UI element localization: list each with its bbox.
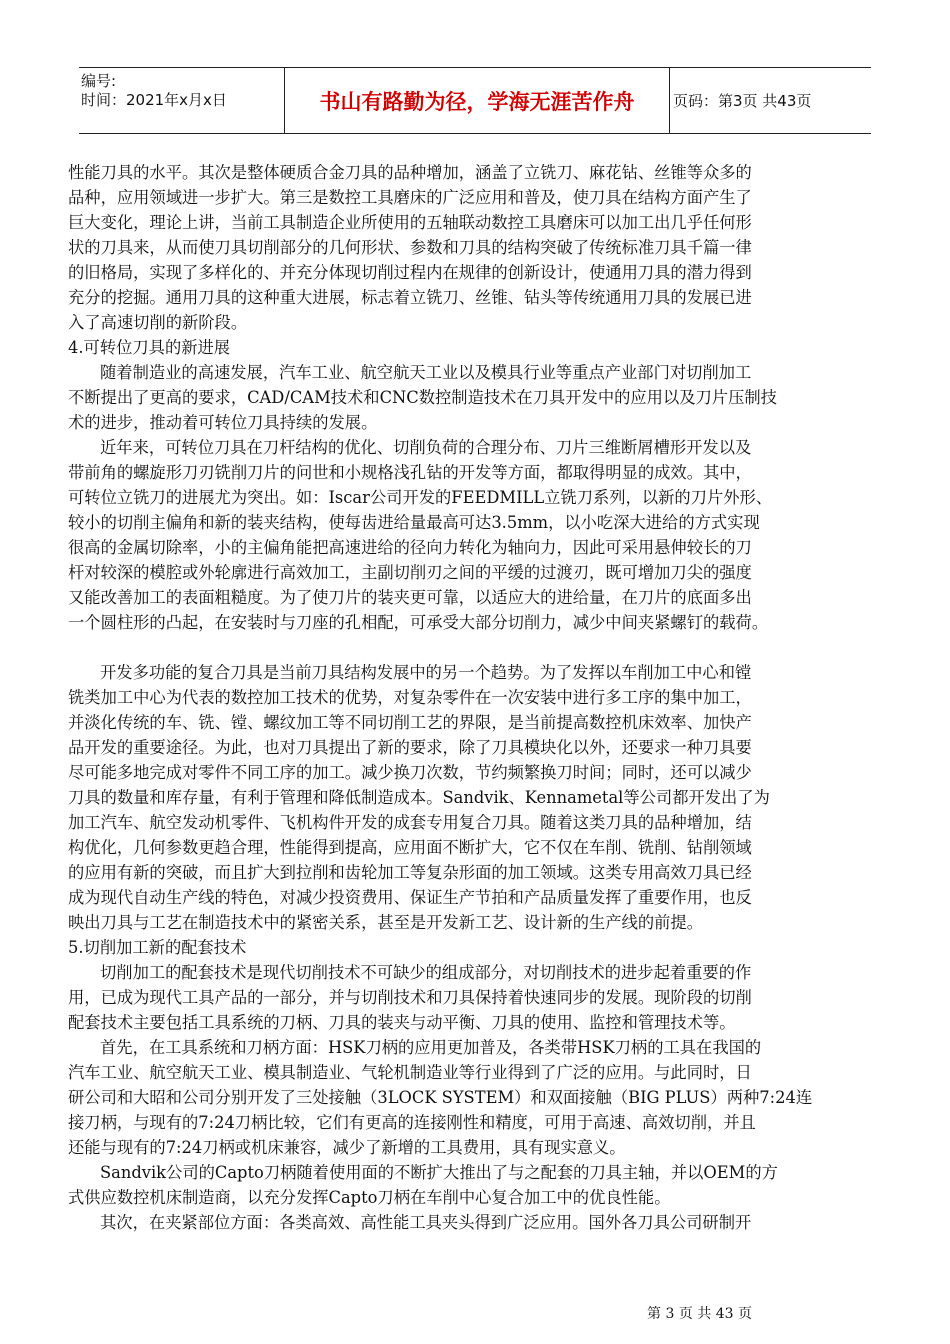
body-line: 可转位立铣刀的进展尤为突出。如：Iscar公司开发的FEEDMILL立铣刀系列，以新的刀片外形、	[68, 488, 773, 507]
body-line: 用，已成为现代工具产品的一部分，并与切削技术和刀具保持着快速同步的发展。现阶段的切削	[68, 988, 752, 1007]
body-line: 开发多功能的复合刀具是当前刀具结构发展中的另一个趋势。为了发挥以车削加工中心和镗	[100, 663, 752, 682]
body-line: 构优化，几何参数更趋合理，性能得到提高，应用面不断扩大，它不仅在车削、铣削、钻削领域	[68, 838, 752, 857]
doc-number-label: 编号:	[81, 72, 117, 90]
body-line: 首先，在工具系统和刀柄方面：HSK刀柄的应用更加普及，各类带HSK刀柄的工具在我国的	[100, 1038, 762, 1057]
body-line: 铣类加工中心为代表的数控加工技术的优势，对复杂零件在一次安装中进行多工序的集中加工，	[68, 688, 752, 707]
document-body	[68, 160, 884, 1235]
doc-time-label: 时间：2021年x月x日	[81, 91, 227, 109]
body-line: 不断提出了更高的要求，CAD/CAM技术和CNC数控制造技术在刀具开发中的应用以及刀片压制技	[68, 388, 777, 407]
body-line: 杆对较深的模腔或外轮廓进行高效加工，主副切削刃之间的平缓的过渡刃，既可增加刀尖的强度	[68, 563, 752, 582]
body-line: 随着制造业的高速发展，汽车工业、航空航天工业以及模具行业等重点产业部门对切削加工	[100, 363, 752, 382]
body-line: 又能改善加工的表面粗糙度。为了使刀片的装夹更可靠，以适应大的进给量，在刀片的底面多出	[68, 588, 752, 607]
body-line: 式供应数控机床制造商，以充分发挥Capto刀柄在车削中心复合加工中的优良性能。	[68, 1188, 671, 1207]
body-line: 汽车工业、航空航天工业、模具制造业、气轮机制造业等行业得到了广泛的应用。与此同时，日	[68, 1063, 752, 1082]
body-line: 刀具的数量和库存量，有利于管理和降低制造成本。Sandvik、Kennametal等公司都开发出了为	[68, 788, 770, 807]
header-meta	[79, 68, 285, 133]
body-line: 尽可能多地完成对零件不同工序的加工。减少换刀次数，节约频繁换刀时间；同时，还可以减少	[68, 763, 752, 782]
body-line: 的旧格局，实现了多样化的、并充分体现切削过程内在规律的创新设计，使通用刀具的潜力得到	[68, 263, 752, 282]
header-motto: 书山有路勤为径，学海无涯苦作舟	[285, 68, 670, 133]
body-line: 品开发的重要途径。为此，也对刀具提出了新的要求，除了刀具模块化以外，还要求一种刀具要	[68, 738, 752, 757]
body-line: 加工汽车、航空发动机零件、飞机构件开发的成套专用复合刀具。随着这类刀具的品种增加，结	[68, 813, 752, 832]
body-line: 接刀柄，与现有的7:24刀柄比较，它们有更高的连接刚性和精度，可用于高速、高效切削，并且	[68, 1113, 756, 1132]
body-line: 成为现代自动生产线的特色，对减少投资费用、保证生产节拍和产品质量发挥了重要作用，也反	[68, 888, 752, 907]
body-line: 很高的金属切除率，小的主偏角能把高速进给的径向力转化为轴向力，因此可采用悬伸较长的刀	[68, 538, 752, 557]
body-line: 充分的挖掘。通用刀具的这种重大进展，标志着立铣刀、丝锥、钻头等传统通用刀具的发展已进	[68, 288, 752, 307]
blank-line	[68, 635, 884, 660]
body-line: 的应用有新的突破，而且扩大到拉削和齿轮加工等复杂形面的加工领域。这类专用高效刀具已经	[68, 863, 752, 882]
body-line: 入了高速切削的新阶段。	[68, 313, 248, 332]
body-line: 较小的切削主偏角和新的装夹结构，使每齿进给量最高可达3.5mm，以小吃深大进给的方式实现	[68, 513, 760, 532]
body-line: 状的刀具来，从而使刀具切削部分的几何形状、参数和刀具的结构突破了传统标准刀具千篇一律	[68, 238, 752, 257]
header-page-info: 页码：第3页 共43页	[673, 92, 812, 110]
body-line: 性能刀具的水平。其次是整体硬质合金刀具的品种增加，涵盖了立铣刀、麻花钻、丝锥等众多的	[68, 163, 752, 182]
body-line: 其次，在夹紧部位方面：各类高效、高性能工具夹头得到广泛应用。国外各刀具公司研制开	[100, 1213, 752, 1232]
section-heading: 4.可转位刀具的新进展	[68, 338, 231, 357]
body-line: 配套技术主要包括工具系统的刀柄、刀具的装夹与动平衡、刀具的使用、监控和管理技术等。	[68, 1013, 736, 1032]
body-line: 巨大变化，理论上讲，当前工具制造企业所使用的五轴联动数控工具磨床可以加工出几乎任何形	[68, 213, 752, 232]
body-line: 并淡化传统的车、铣、镗、螺纹加工等不同切削工艺的界限，是当前提高数控机床效率、加快产	[68, 713, 752, 732]
body-line: 还能与现有的7:24刀柄或机床兼容，减少了新增的工具费用，具有现实意义。	[68, 1138, 626, 1157]
body-line: 切削加工的配套技术是现代切削技术不可缺少的组成部分，对切削技术的进步起着重要的作	[100, 963, 752, 982]
page-footer: 第 3 页 共 43 页	[647, 1306, 752, 1322]
body-line: Sandvik公司的Capto刀柄随着使用面的不断扩大推出了与之配套的刀具主轴，并以OEM的方	[100, 1163, 778, 1182]
body-line: 研公司和大昭和公司分别开发了三处接触（3LOCK SYSTEM）和双面接触（BIG PLUS）两种7:24连	[68, 1088, 813, 1107]
page-header	[79, 67, 871, 134]
body-line: 近年来，可转位刀具在刀杆结构的优化、切削负荷的合理分布、刀片三维断屑槽形开发以及	[100, 438, 752, 457]
body-line: 带前角的螺旋形刀刃铣削刀片的问世和小规格浅孔钻的开发等方面，都取得明显的成效。其中，	[68, 463, 752, 482]
body-line: 术的进步，推动着可转位刀具持续的发展。	[68, 413, 378, 432]
body-line: 映出刀具与工艺在制造技术中的紧密关系，甚至是开发新工艺、设计新的生产线的前提。	[68, 913, 703, 932]
body-line: 品种，应用领域进一步扩大。第三是数控工具磨床的广泛应用和普及，使刀具在结构方面产生了	[68, 188, 752, 207]
section-heading: 5.切削加工新的配套技术	[68, 938, 247, 957]
body-line: 一个圆柱形的凸起，在安装时与刀座的孔相配，可承受大部分切削力，减少中间夹紧螺钉的载荷。	[68, 613, 769, 632]
